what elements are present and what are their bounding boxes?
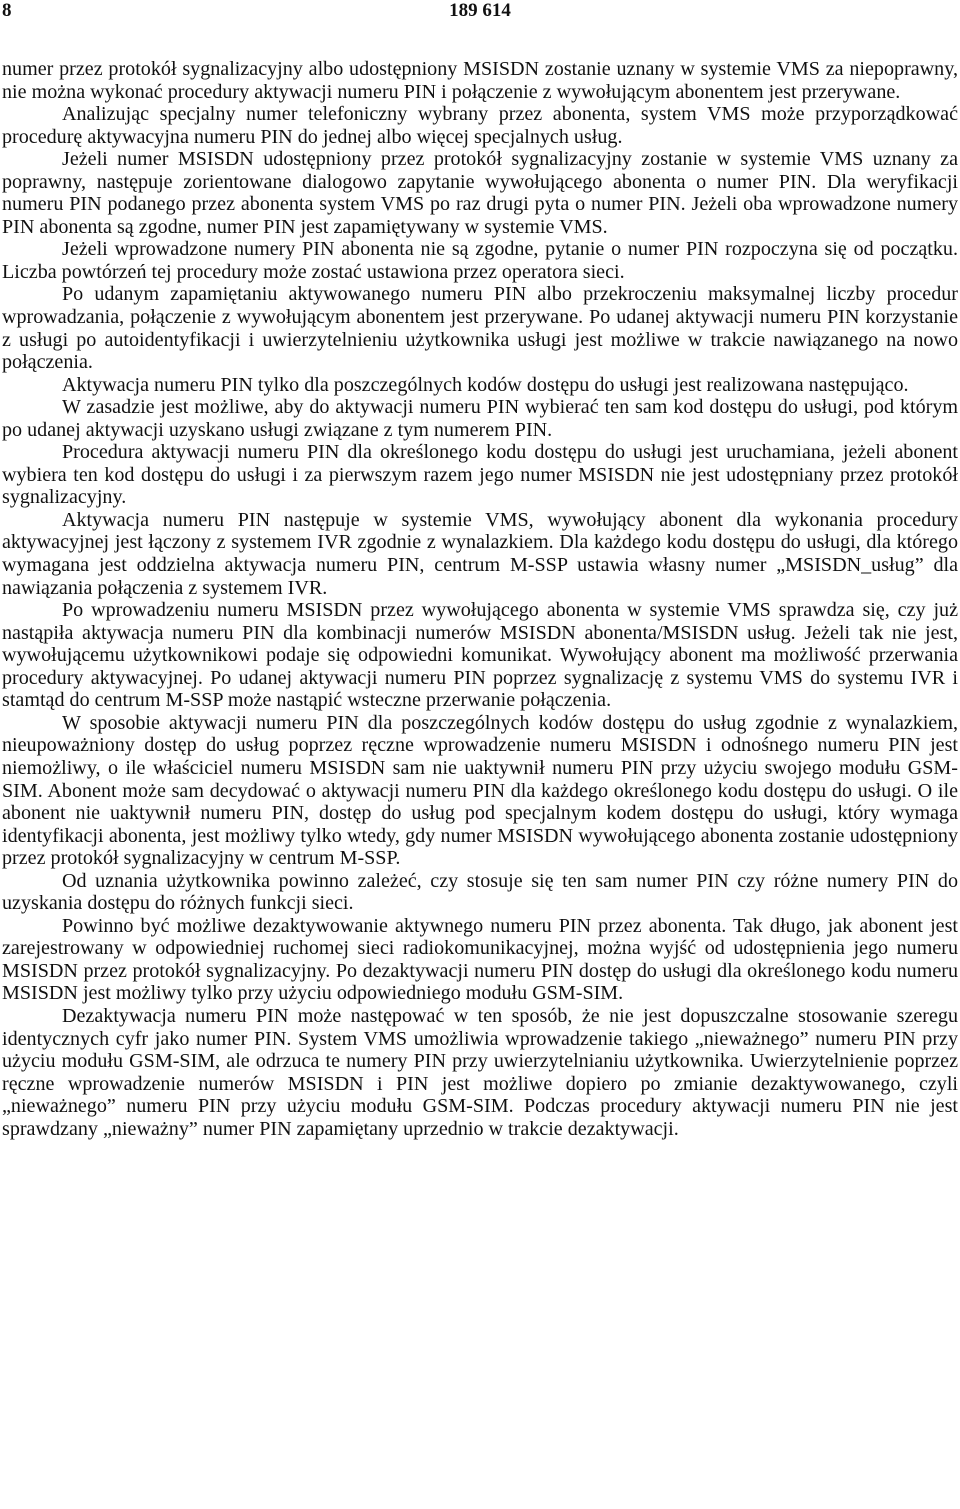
paragraph: W zasadzie jest możliwe, aby do aktywacji numeru PIN wybierać ten sam kod dostępu do usługi, pod którym po udanej aktywacji uzyskano usługi związane z tym numerem PIN. xyxy=(2,396,958,441)
document-body xyxy=(2,58,958,1140)
paragraph: Procedura aktywacji numeru PIN dla określonego kodu dostępu do usługi jest uruchamiana, jeżeli abonent wybiera ten kod dostępu do usługi i za pierwszym razem jego numer MSISDN nie jest udostępniany przez protokół sygnalizacyjny. xyxy=(2,441,958,509)
paragraph: Od uznania użytkownika powinno zależeć, czy stosuje się ten sam numer PIN czy różne numery PIN do uzyskania dostępu do różnych funkcji sieci. xyxy=(2,869,958,915)
paragraph: Jeżeli numer MSISDN udostępniony przez protokół sygnalizacyjny zostanie w systemie VMS uznany za poprawny, następuje zorientowane dialogowo zapytanie wywołującego abonenta o numer PIN. Dla weryfikacji numeru PIN podanego przez abonenta system VMS po raz drugi pyta o numer PIN. Jeżeli oba wprowadzone numery PIN abonenta są zgodne, numer PIN jest zapamiętywany w systemie VMS. xyxy=(2,148,958,238)
page-header xyxy=(0,0,960,24)
patent-number: 189 614 xyxy=(449,0,511,21)
paragraph: Analizując specjalny numer telefoniczny wybrany przez abonenta, system VMS może przyporządkować procedurę aktywacyjna numeru PIN do jednej albo więcej specjalnych usług. xyxy=(2,103,958,148)
paragraph: Dezaktywacja numeru PIN może następować w ten sposób, że nie jest dopuszczalne stosowanie szeregu identycznych cyfr jako numer PIN. System VMS umożliwia wprowadzenie takiego „nieważnego” numeru PIN przy użyciu modułu GSM-SIM, ale odrzuca te numery PIN przy uwierzytelnianiu użytkownika. Uwierzytelnienie poprzez ręczne wprowadzenie numerów MSISDN i PIN jest możliwe dopiero po zmianie dezaktywowanego, czyli „nieważnego” numeru PIN przy użyciu modułu GSM-SIM. Podczas procedury aktywacji numeru PIN nie jest sprawdzany „nieważny” numer PIN zapamiętany uprzednio w trakcie dezaktywacji. xyxy=(2,1004,958,1140)
paragraph: Po wprowadzeniu numeru MSISDN przez wywołującego abonenta w systemie VMS sprawdza się, czy już nastąpiła aktywacja numeru PIN dla kombinacji numerów MSISDN abonenta/MSISDN usług. Jeżeli tak nie jest, wywołującemu użytkownikowi podaje się odpowiedni komunikat. Wywołujący abonent ma możliwość przerwania procedury aktywacyjnej. Po udanej aktywacji numeru PIN poprzez sygnalizację z systemu VMS do systemu IVR i stamtąd do centrum M-SSP może nastąpić wsteczne przerwanie połączenia. xyxy=(2,599,958,712)
paragraph: Aktywacja numeru PIN następuje w systemie VMS, wywołujący abonent dla wykonania procedury aktywacyjnej jest łączony z systemem IVR zgodnie z wynalazkiem. Dla każdego kodu dostępu do usługi, dla którego wymagana jest oddzielna aktywacja numeru PIN, centrum M-SSP ustawia własny numer „MSISDN_usług” dla nawiązania połączenia z systemem IVR. xyxy=(2,508,958,599)
paragraph: Jeżeli wprowadzone numery PIN abonenta nie są zgodne, pytanie o numer PIN rozpoczyna się od początku. Liczba powtórzeń tej procedury może zostać ustawiona przez operatora sieci. xyxy=(2,238,958,283)
paragraph: Aktywacja numeru PIN tylko dla poszczególnych kodów dostępu do usługi jest realizowana następująco. xyxy=(62,373,909,396)
page-number: 8 xyxy=(2,0,12,21)
paragraph: numer przez protokół sygnalizacyjny albo udostępniony MSISDN zostanie uznany w systemie VMS za niepoprawny, nie można wykonać procedury aktywacji numeru PIN i połączenie z wywołującym abonentem jest przerywane. xyxy=(2,58,958,103)
paragraph: Po udanym zapamiętaniu aktywowanego numeru PIN albo przekroczeniu maksymalnej liczby procedur wprowadzania, połączenie z wywołującym abonentem jest przerywane. Po udanej aktywacji numeru PIN korzystanie z usługi po autoidentyfikacji i uwierzytelnieniu użytkownika usługi jest możliwe w trakcie nawiązanego na nowo połączenia. xyxy=(2,283,958,374)
paragraph: Powinno być możliwe dezaktywowanie aktywnego numeru PIN przez abonenta. Tak długo, jak abonent jest zarejestrowany w odpowiedniej ruchomej sieci radiokomunikacyjnej, można wyjść od udostępnienia jego numeru MSISDN przez protokół sygnalizacyjny. Po dezaktywacji numeru PIN dostęp do usługi dla określonego kodu numeru MSISDN jest możliwy tylko przy użyciu odpowiedniego modułu GSM-SIM. xyxy=(2,914,958,1005)
paragraph: W sposobie aktywacji numeru PIN dla poszczególnych kodów dostępu do usług zgodnie z wynalazkiem, nieupoważniony dostęp do usług poprzez ręczne wprowadzenie numeru MSISDN i odnośnego numeru PIN jest niemożliwy, o ile właściciel numeru MSISDN sam nie uaktywnił numeru PIN przy użyciu swojego modułu GSM-SIM. Abonent może sam decydować o aktywacji numeru PIN dla każdego określonego kodu dostępu do usługi. O ile abonent nie uaktywnił numeru PIN, dostęp do usług pod specjalnym kodem dostępu do usługi, który wymaga identyfikacji abonenta, jest możliwy tylko wtedy, gdy numer MSISDN wywołującego abonenta zostanie udostępniony przez protokół sygnalizacyjny w centrum M-SSP. xyxy=(2,711,958,870)
